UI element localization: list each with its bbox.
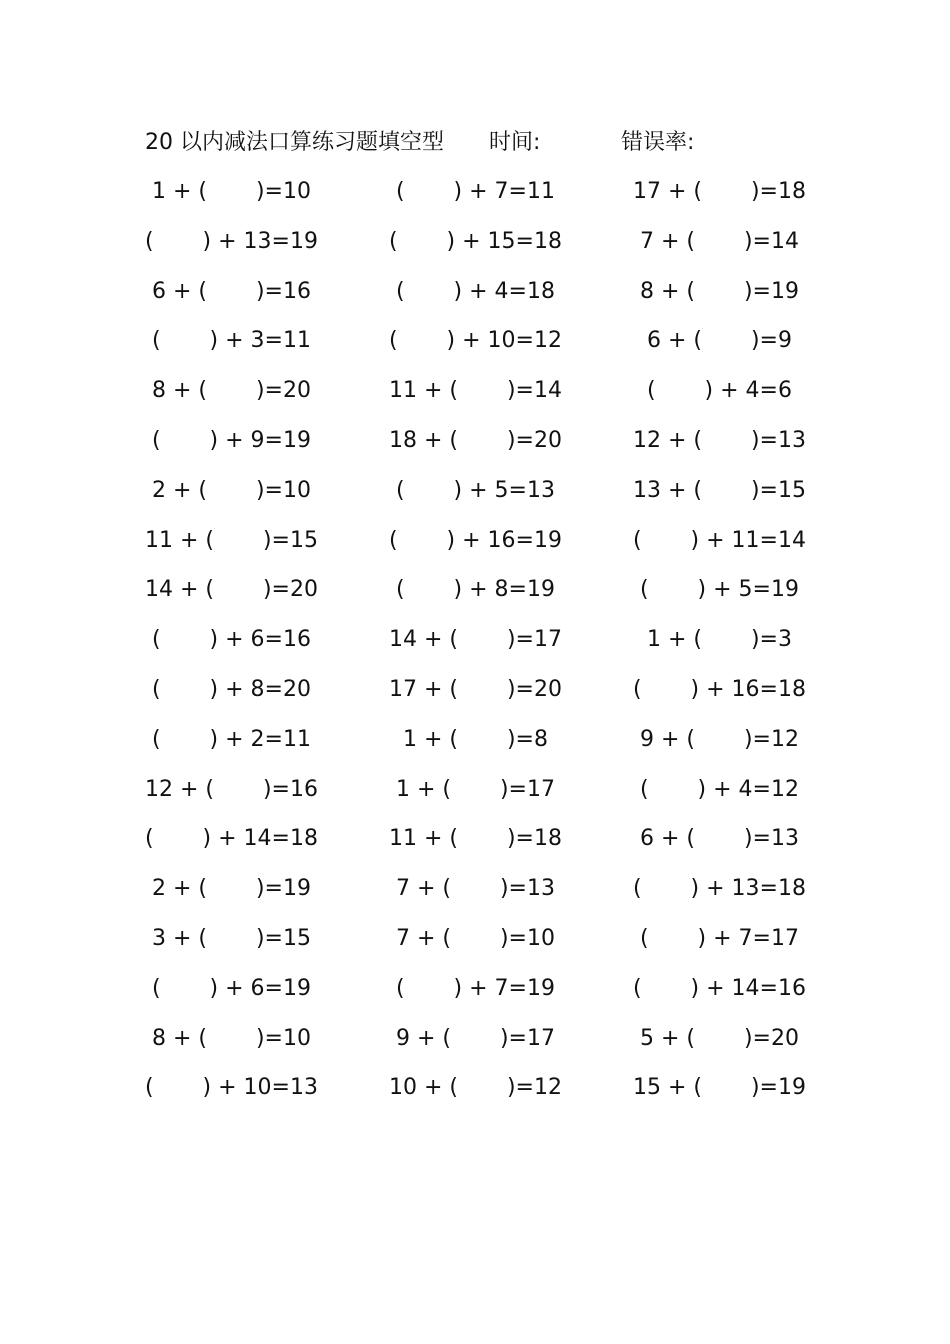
problem-col1-row17: ( ) + 6=19 <box>145 976 311 1001</box>
problem-col2-row15: 7 + ( )=13 <box>389 876 555 901</box>
problem-col3-row10: 1 + ( )=3 <box>633 627 792 652</box>
problem-col1-row6: ( ) + 9=19 <box>145 428 311 453</box>
problem-col3-row7: 13 + ( )=15 <box>633 478 806 503</box>
problem-col3-row15: ( ) + 13=18 <box>633 876 806 901</box>
time-label: 时间: <box>489 130 541 155</box>
problem-col1-row5: 8 + ( )=20 <box>145 378 311 403</box>
problem-col1-row11: ( ) + 8=20 <box>145 677 311 702</box>
problem-col2-row19: 10 + ( )=12 <box>389 1075 562 1100</box>
problem-col2-row16: 7 + ( )=10 <box>389 926 555 951</box>
problem-col1-row4: ( ) + 3=11 <box>145 328 311 353</box>
problem-col2-row5: 11 + ( )=14 <box>389 378 562 403</box>
problem-col2-row8: ( ) + 16=19 <box>389 528 562 553</box>
problem-col1-row14: ( ) + 14=18 <box>145 826 318 851</box>
problem-col1-row8: 11 + ( )=15 <box>145 528 318 553</box>
problem-col2-row14: 11 + ( )=18 <box>389 826 562 851</box>
problem-col3-row9: ( ) + 5=19 <box>633 577 799 602</box>
problem-col1-row7: 2 + ( )=10 <box>145 478 311 503</box>
problem-col3-row18: 5 + ( )=20 <box>633 1026 799 1051</box>
problem-col1-row3: 6 + ( )=16 <box>145 279 311 304</box>
problem-col3-row12: 9 + ( )=12 <box>633 727 799 752</box>
problem-col2-row9: ( ) + 8=19 <box>389 577 555 602</box>
problem-col3-row16: ( ) + 7=17 <box>633 926 799 951</box>
worksheet-title: 20 以内减法口算练习题填空型 <box>145 130 444 155</box>
problem-col3-row11: ( ) + 16=18 <box>633 677 806 702</box>
problem-col1-row15: 2 + ( )=19 <box>145 876 311 901</box>
problem-col2-row13: 1 + ( )=17 <box>389 777 555 802</box>
problem-col1-row1: 1 + ( )=10 <box>145 179 311 204</box>
problem-col2-row10: 14 + ( )=17 <box>389 627 562 652</box>
problem-col1-row12: ( ) + 2=11 <box>145 727 311 752</box>
problem-col1-row10: ( ) + 6=16 <box>145 627 311 652</box>
problem-col1-row2: ( ) + 13=19 <box>145 229 318 254</box>
problem-col1-row19: ( ) + 10=13 <box>145 1075 318 1100</box>
problem-col2-row3: ( ) + 4=18 <box>389 279 555 304</box>
problem-col3-row13: ( ) + 4=12 <box>633 777 799 802</box>
problem-col2-row4: ( ) + 10=12 <box>389 328 562 353</box>
problem-col3-row8: ( ) + 11=14 <box>633 528 806 553</box>
problem-col3-row6: 12 + ( )=13 <box>633 428 806 453</box>
problem-col3-row19: 15 + ( )=19 <box>633 1075 806 1100</box>
problem-col3-row2: 7 + ( )=14 <box>633 229 799 254</box>
problem-col3-row1: 17 + ( )=18 <box>633 179 806 204</box>
problem-col1-row16: 3 + ( )=15 <box>145 926 311 951</box>
problem-col1-row13: 12 + ( )=16 <box>145 777 318 802</box>
problem-col3-row14: 6 + ( )=13 <box>633 826 799 851</box>
problem-col2-row17: ( ) + 7=19 <box>389 976 555 1001</box>
error-rate-label: 错误率: <box>621 130 695 155</box>
problem-col1-row9: 14 + ( )=20 <box>145 577 318 602</box>
problem-col3-row4: 6 + ( )=9 <box>633 328 792 353</box>
problem-col1-row18: 8 + ( )=10 <box>145 1026 311 1051</box>
problem-col3-row17: ( ) + 14=16 <box>633 976 806 1001</box>
problem-col2-row18: 9 + ( )=17 <box>389 1026 555 1051</box>
problem-col2-row2: ( ) + 15=18 <box>389 229 562 254</box>
problem-col2-row11: 17 + ( )=20 <box>389 677 562 702</box>
problem-col2-row1: ( ) + 7=11 <box>389 179 555 204</box>
problem-col3-row5: ( ) + 4=6 <box>633 378 792 403</box>
problem-col2-row6: 18 + ( )=20 <box>389 428 562 453</box>
problem-col2-row7: ( ) + 5=13 <box>389 478 555 503</box>
problem-col3-row3: 8 + ( )=19 <box>633 279 799 304</box>
problem-col2-row12: 1 + ( )=8 <box>389 727 548 752</box>
